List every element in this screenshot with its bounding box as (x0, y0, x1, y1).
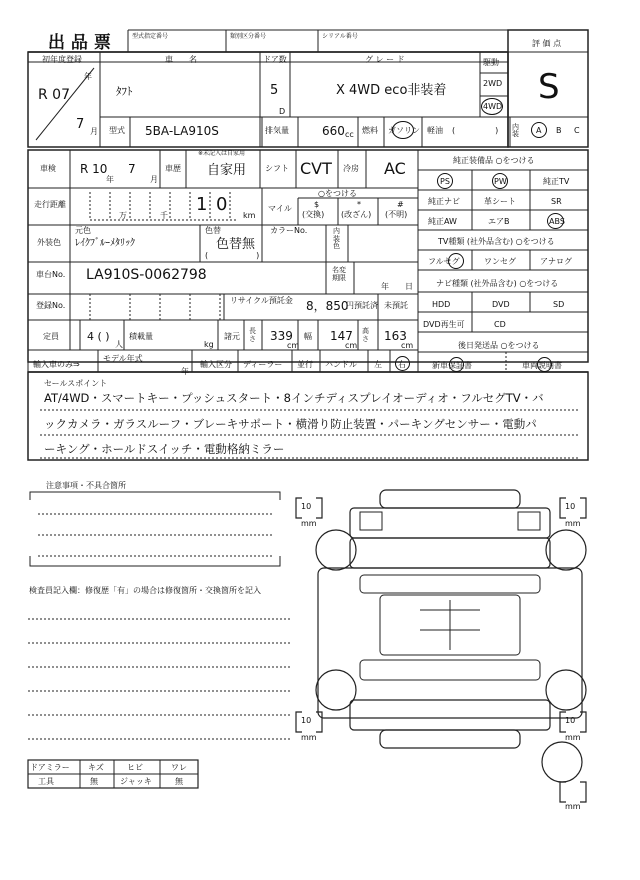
sales-points-line-2: ックカメラ・ガラスルーフ・ブレーキサポート・横滑り防止装置・パーキングセンサー・電動パ (44, 417, 537, 431)
capacity-value: 4 ( ) (87, 330, 110, 343)
equipment-tv: 純正TV (543, 177, 570, 186)
mileage-opt-exchange-symbol: $ (314, 200, 320, 209)
check-tools: 工具 (38, 777, 54, 786)
navi-hdd: HDD (432, 300, 451, 309)
tv-type-title: TV種類 (社外品含む) ○をつける (438, 237, 555, 246)
navi-dvd-playback: DVD再生可 (423, 320, 465, 329)
inspection-label: 車検 (40, 164, 56, 173)
drive-label: 駆動 (483, 58, 499, 67)
mileage-opt-unknown: (不明) (385, 210, 408, 219)
drive-4wd-circle (481, 98, 503, 115)
height-unit: cm (401, 341, 414, 350)
check-jack-value: 無 (175, 777, 183, 786)
fuel-gasoline-circle (392, 121, 414, 139)
equipment-leather: 革シート (484, 197, 516, 206)
import-label: 輸入車のみ⇒ (33, 360, 80, 369)
doors-label: ドア数 (263, 55, 287, 64)
length-unit: cm (287, 341, 300, 350)
mileage-opt-tampered: (改ざん) (341, 210, 372, 219)
width-unit: cm (345, 341, 358, 350)
mileage-digit-2: 0 (216, 194, 228, 215)
capacity-person-unit: 人 (115, 340, 123, 349)
recycle-label: リサイクル預託金 (230, 296, 293, 305)
check-tools-value: 無 (90, 777, 98, 786)
fuel-other-paren: ( ) (452, 126, 499, 135)
new-color-paren: ( ) (205, 251, 260, 260)
ac-label: 冷房 (343, 164, 359, 173)
import-parallel: 並行 (297, 360, 313, 369)
grade-value: X 4WD eco非装着 (336, 83, 447, 98)
first-registration-month: 7 (76, 117, 85, 132)
doors-value: 5 (270, 83, 279, 98)
tv-fullseg-circle (448, 253, 464, 269)
equipment-navi: 純正ナビ (428, 197, 460, 206)
original-color-label: 元色 (75, 226, 91, 235)
header-field-model-number: 型式指定番号 (132, 33, 169, 40)
drive-4wd: 4WD (483, 102, 503, 111)
rating-label: 評 価 点 (532, 39, 562, 48)
mileage-opt-exchange: (交換) (302, 210, 325, 219)
car-name-value: ﾀﾌﾄ (116, 85, 133, 98)
mileage-unit-man: 万 (119, 211, 127, 220)
doors-suffix: D (279, 107, 286, 116)
tv-oneseg: ワンセグ (484, 257, 516, 266)
interior-color-label: 内装色 (333, 227, 340, 251)
check-crack: ヒビ (127, 763, 143, 772)
exterior-color-label: 外装色 (37, 238, 61, 247)
tv-analog: アナログ (540, 257, 572, 266)
equipment-ps-circle (437, 173, 453, 189)
header-field-class-number: 類別区分番号 (230, 33, 267, 40)
displacement-value: 660 (322, 124, 345, 138)
fuel-diesel: 軽油 (427, 126, 443, 135)
mileage-digit-1: 1 (196, 194, 208, 215)
inspection-month-unit: 月 (150, 175, 158, 184)
recycle-unpaid: 未預託 (384, 301, 408, 310)
interior-a-circle (531, 122, 547, 138)
width-value: 147 (330, 329, 353, 343)
tire-front-left-value: 10 (301, 502, 312, 511)
equipment-sr: SR (551, 197, 562, 206)
navi-cd: CD (494, 320, 506, 329)
mileage-mile-label: マイル (268, 204, 292, 213)
load-label: 積載量 (129, 332, 153, 341)
length-value: 339 (270, 329, 293, 343)
model-label: 型式 (109, 126, 125, 135)
equipment-aw: 純正AW (428, 217, 457, 226)
tire-rear-right-mm: mm (565, 733, 581, 742)
usage-type-note: ※未記入は自家用 (198, 150, 246, 157)
displacement-unit: cc (345, 130, 354, 139)
interior-c: C (574, 126, 580, 135)
form-title: 出 品 票 (48, 33, 111, 53)
drive-2wd: 2WD (483, 79, 503, 88)
car-name-label: 車 名 (165, 55, 197, 64)
rating-value: S (538, 67, 560, 107)
equipment-title: 純正装備品 ○をつける (453, 156, 535, 165)
first-registration-month-unit: 月 (90, 127, 98, 136)
model-year-label: モデル年式 (103, 354, 143, 363)
interior-b: B (556, 126, 562, 135)
registration-label: 登録No. (36, 301, 66, 310)
fuel-label: 燃料 (362, 126, 378, 135)
shift-value: CVT (300, 159, 332, 178)
mileage-km: km (243, 211, 256, 220)
width-label: 幅 (304, 332, 312, 341)
equipment-abs: ABS (549, 217, 565, 226)
interior-a: A (536, 126, 542, 135)
ac-value: AC (384, 159, 406, 178)
tire-front-right-mm: mm (565, 519, 581, 528)
equipment-pw: PW (494, 177, 507, 186)
handle-right: 右 (398, 360, 406, 369)
header-field-serial: シリアル番号 (322, 33, 358, 40)
send-later-title: 後日発送品 ○をつける (458, 341, 540, 350)
equipment-pw-circle (492, 173, 508, 189)
handle-label: ハンドル (325, 360, 357, 369)
tire-rear-left-value: 10 (301, 716, 312, 725)
send-warranty: 新車保証書 (432, 361, 472, 370)
mileage-opt-unknown-symbol: # (397, 200, 404, 209)
chassis-label: 車台No. (36, 270, 66, 279)
tire-rear-left-mm: mm (301, 733, 317, 742)
import-dealer: ディーラー (243, 360, 283, 369)
recycle-value: 8，850 (306, 299, 349, 313)
mileage-opt-tampered-symbol: * (357, 200, 361, 209)
shift-label: シフト (265, 164, 289, 173)
send-manual: 車両説明書 (522, 361, 562, 370)
model-value: 5BA-LA910S (145, 124, 219, 138)
chassis-value: LA910S-0062798 (86, 267, 207, 283)
first-registration-year: R 07 (38, 87, 70, 103)
length-label: 長さ (249, 327, 256, 343)
inspection-year-unit: 年 (106, 175, 114, 184)
equipment-airbag: エアB (488, 217, 510, 226)
handle-left: 左 (374, 360, 382, 369)
height-label: 高さ (362, 327, 369, 343)
name-change-day-unit: 日 (405, 282, 413, 291)
dimensions-label: 諸元 (224, 332, 240, 341)
tire-spare-mm: mm (565, 802, 581, 811)
interior-label: 内装 (512, 123, 519, 138)
tire-front-right-value: 10 (565, 502, 576, 511)
notes-label: 注意事項・不具合箇所 (46, 481, 126, 490)
recycle-unit: 円預託済 (346, 301, 378, 310)
capacity-label: 定員 (43, 332, 59, 341)
mileage-circle-note: ○をつける (318, 189, 357, 198)
navi-type-title: ナビ種類 (社外品含む) ○をつける (436, 279, 559, 288)
check-scratch: キズ (88, 763, 104, 772)
new-color-value: 色替無 (216, 237, 256, 252)
check-break: ワレ (171, 763, 187, 772)
equipment-ps: PS (440, 177, 450, 186)
navi-sd: SD (553, 300, 565, 309)
mileage-unit-sen: 千 (160, 211, 168, 220)
send-manual-circle (537, 357, 552, 372)
new-color-label: 色替 (205, 226, 221, 235)
height-value: 163 (384, 329, 407, 343)
first-registration-label: 初年度登録 (42, 55, 82, 64)
inspection-month: 7 (128, 162, 136, 176)
name-change-deadline-label: 名変期限 (332, 266, 346, 283)
displacement-label: 排気量 (265, 126, 289, 135)
name-change-year-unit: 年 (381, 282, 389, 291)
model-year-unit: 年 (181, 367, 189, 376)
navi-dvd: DVD (492, 300, 510, 309)
inspection-year: R 10 (80, 162, 108, 176)
fuel-gasoline: ガソリン (388, 126, 420, 135)
inspector-notes-label: 検査員記入欄：修復歴「有」の場合は修復箇所・交換箇所を記入 (29, 586, 261, 595)
handle-right-circle (395, 356, 410, 371)
check-door-mirror: ドアミラー (30, 763, 70, 772)
load-kg: kg (204, 340, 214, 349)
tv-fullseg: フルセグ (428, 257, 460, 266)
sales-points-line-3: ーキング・ホールドスイッチ・電動格納ミラー (44, 442, 285, 456)
equipment-abs-circle (547, 213, 564, 229)
usage-type-label: 車歴 (165, 164, 181, 173)
first-registration-year-unit: 年 (84, 72, 92, 81)
sales-points-label: セールスポイント (44, 379, 108, 388)
color-number-label: カラーNo. (270, 226, 308, 235)
send-warranty-circle (449, 357, 464, 372)
import-class-label: 輸入区分 (200, 360, 232, 369)
check-jack: ジャッキ (120, 777, 152, 786)
original-color-value: ﾚｲｸﾌﾞﾙｰﾒﾀﾘｯｸ (75, 238, 135, 249)
grade-label: グ レ ー ド (365, 55, 405, 64)
sales-points-line-1: AT/4WD・スマートキー・プッシュスタート・8インチディスプレイオーディオ・フルセグTV・バ (44, 391, 544, 405)
tire-rear-right-value: 10 (565, 716, 576, 725)
usage-type-value: 自家用 (207, 163, 247, 178)
mileage-label: 走行距離 (34, 200, 66, 209)
tire-front-left-mm: mm (301, 519, 317, 528)
